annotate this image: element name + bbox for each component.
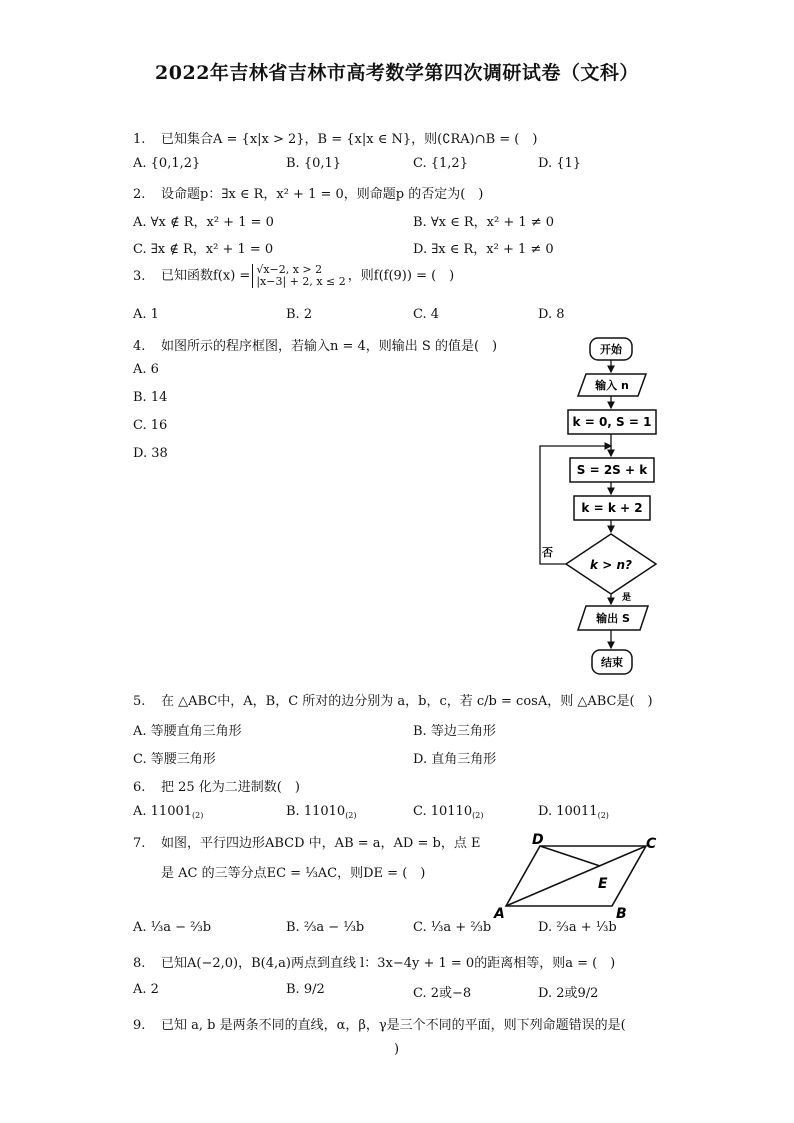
vertex-a-label: A [494, 906, 505, 922]
question-text-tail: ，则f(f(9)) = ( ) [347, 268, 455, 284]
q3-option-c: C. 4 [413, 307, 440, 322]
question-text: 已知函数f(x) = [161, 268, 251, 284]
q8-option-d: D. 2或9/2 [538, 986, 599, 1001]
page-title: 2022年吉林省吉林市高考数学第四次调研试卷（文科） [155, 62, 639, 84]
q7-option-c: C. ⅓a + ⅔b [413, 920, 492, 935]
base-subscript: (2) [472, 811, 484, 820]
q5-option-d: D. 直角三角形 [413, 752, 497, 767]
flow-output-label: 输出 S [596, 612, 630, 625]
q4-option-c: C. 16 [133, 418, 168, 433]
question-number: 8. [133, 956, 146, 971]
question-2 [133, 183, 483, 202]
base-subscript: (2) [192, 811, 204, 820]
question-number: 2. [133, 187, 146, 202]
base-subscript: (2) [597, 811, 609, 820]
flow-step1-label: S = 2S + k [576, 463, 648, 477]
segment-de [540, 846, 600, 866]
q6-option-c: C. $10110_{(2)}$ [413, 804, 484, 820]
q1-option-c: C. {1,2} [413, 156, 468, 171]
q5-option-c: C. 等腰三角形 [133, 752, 216, 767]
flow-init-label: k = 0, S = 1 [572, 415, 652, 429]
q1-option-d: D. {1} [538, 156, 582, 171]
question-number: 3. [133, 268, 146, 284]
question-text: 把 25 化为二进制数( ) [161, 780, 300, 795]
q6-option-b: B. $11010_{(2)}$ [286, 804, 357, 820]
question-text: 如图所示的程序框图，若输入n = 4，则输出 S 的值是( ) [161, 339, 498, 354]
question-text: 已知A(−2,0)，B(4,a)两点到直线 l：3x−4y + 1 = 0的距离相等，则a = ( ) [161, 956, 616, 971]
flow-yes-label: 是 [622, 593, 632, 603]
q4-option-a: A. 6 [133, 362, 159, 377]
flowchart [530, 332, 670, 684]
q1-option-a: A. {0,1,2} [133, 156, 201, 171]
q5-option-b: B. 等边三角形 [413, 724, 496, 739]
question-number: 6. [133, 780, 146, 795]
piecewise-case-2: |x−3| + 2, x ≤ 2 [256, 275, 346, 288]
flow-no-label: 否 [542, 546, 553, 559]
question-text: 在 △ABC中，A，B，C 所对的边分别为 a，b，c，若 c/b = cosA，则 △ABC是( ) [161, 694, 653, 709]
question-1 [133, 128, 537, 147]
vertex-b-label: B [616, 906, 627, 922]
q3-option-d: D. 8 [538, 307, 565, 322]
question-text: 已知 a, b 是两条不同的直线，α，β，γ是三个不同的平面，则下列命题错误的是( [161, 1018, 626, 1033]
q7-option-d: D. ⅔a + ⅓b [538, 920, 617, 935]
question-7 [133, 832, 480, 851]
question-9-tail: ) [394, 1042, 400, 1057]
q2-option-a: A. ∀x ∉ R，x² + 1 = 0 [133, 215, 274, 230]
vertex-d-label: D [532, 832, 544, 848]
question-8 [133, 952, 615, 971]
base-subscript: (2) [345, 811, 357, 820]
question-6 [133, 776, 300, 795]
q8-option-b: B. 9/2 [286, 982, 325, 997]
question-text: 已知集合A = {x|x > 2}，B = {x|x ∈ N}，则(∁RA)∩B = ( ) [161, 132, 538, 147]
question-5 [133, 690, 653, 709]
flow-end-label: 结束 [601, 656, 623, 669]
question-3 [133, 264, 454, 288]
question-number: 5. [133, 694, 146, 709]
question-9 [133, 1014, 626, 1033]
question-number: 1. [133, 132, 146, 147]
question-text: 如图，平行四边形ABCD 中，AB = a，AD = b，点 E [161, 836, 481, 851]
q4-option-b: B. 14 [133, 390, 168, 405]
question-number: 9. [133, 1018, 146, 1033]
q2-option-d: D. ∃x ∈ R，x² + 1 ≠ 0 [413, 242, 554, 257]
flow-start-label: 开始 [600, 343, 622, 356]
question-number: 7. [133, 836, 146, 851]
flow-condition-label: k > n? [590, 558, 632, 572]
q1-option-b: B. {0,1} [286, 156, 342, 171]
q5-option-a: A. 等腰直角三角形 [133, 724, 242, 739]
q3-option-a: A. 1 [133, 307, 159, 322]
q6-option-a: A. $11001_{(2)}$ [133, 804, 204, 820]
question-number: 4. [133, 339, 146, 354]
point-e-label: E [598, 876, 608, 892]
q8-option-a: A. 2 [133, 982, 159, 997]
q2-option-c: C. ∃x ∉ R，x² + 1 = 0 [133, 242, 274, 257]
flow-input-label: 输入 n [595, 379, 629, 392]
q6-option-d: D. $10011_{(2)}$ [538, 804, 609, 820]
question-4 [133, 335, 497, 354]
piecewise-function [252, 264, 345, 288]
diagonal-ac [506, 846, 646, 906]
q3-option-b: B. 2 [286, 307, 313, 322]
q7-option-b: B. ⅔a − ⅓b [286, 920, 365, 935]
flow-step2-label: k = k + 2 [581, 501, 643, 515]
q7-option-a: A. ⅓a − ⅔b [133, 920, 212, 935]
question-text: 设命题p：∃x ∈ R，x² + 1 = 0，则命题p 的否定为( ) [161, 187, 484, 202]
parallelogram-figure [488, 826, 668, 922]
vertex-c-label: C [646, 836, 657, 852]
piecewise-case-1: √x−2, x > 2 [256, 263, 323, 276]
question-7-line-2: 是 AC 的三等分点EC = ⅓AC，则DE = ( ) [161, 866, 426, 881]
q4-option-d: D. 38 [133, 446, 168, 461]
q8-option-c: C. 2或−8 [413, 986, 472, 1001]
q2-option-b: B. ∀x ∈ R，x² + 1 ≠ 0 [413, 215, 555, 230]
